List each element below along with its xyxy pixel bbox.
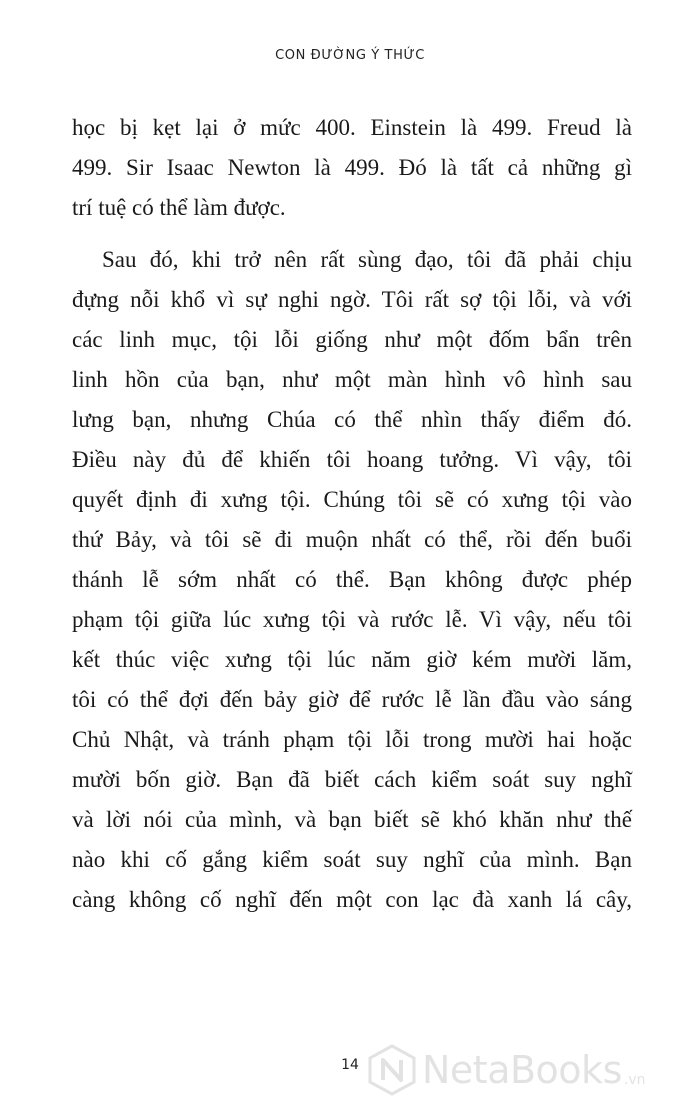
text-line: học bị kẹt lại ở mức 400. Einstein là 499. Freud là <box>72 115 632 140</box>
running-header: CON ĐƯỜNG Ý THỨC <box>275 48 425 63</box>
paragraph-gap <box>72 228 632 240</box>
text-line: nào khi cố gắng kiểm soát suy nghĩ của mình. Bạn <box>72 847 632 872</box>
netabooks-watermark <box>368 1040 698 1100</box>
text-line: Điều này đủ để khiến tôi hoang tưởng. Vì vậy, tôi <box>72 447 632 472</box>
text-line: mười bốn giờ. Bạn đã biết cách kiểm soát suy nghĩ <box>72 767 632 792</box>
text-line: linh hồn của bạn, như một màn hình vô hình sau <box>72 367 632 392</box>
page-number: 14 <box>341 1057 359 1073</box>
body-text <box>72 108 632 920</box>
netabooks-n-logo-icon <box>368 1044 416 1096</box>
text-line: tôi có thể đợi đến bảy giờ để rước lễ lần đầu vào sáng <box>72 687 632 712</box>
text-line: Sau đó, khi trở nên rất sùng đạo, tôi đã phải chịu <box>102 247 632 272</box>
paragraph-2 <box>72 240 632 920</box>
text-line: thánh lễ sớm nhất có thể. Bạn không được phép <box>72 567 632 592</box>
text-line: Chủ Nhật, và tránh phạm tội lỗi trong mười hai hoặc <box>72 727 632 752</box>
text-line: đựng nỗi khổ vì sự nghi ngờ. Tôi rất sợ tội lỗi, và với <box>72 287 632 312</box>
watermark-brand: NetaBooks <box>422 1048 622 1092</box>
text-line: trí tuệ có thể làm được. <box>72 195 286 220</box>
text-line: quyết định đi xưng tội. Chúng tôi sẽ có xưng tội vào <box>72 487 632 512</box>
text-line: càng không cố nghĩ đến một con lạc đà xanh lá cây, <box>72 887 632 912</box>
watermark-suffix: .vn <box>623 1072 646 1088</box>
text-line: lưng bạn, nhưng Chúa có thể nhìn thấy điểm đó. <box>72 407 632 432</box>
text-line: các linh mục, tội lỗi giống như một đốm bẩn trên <box>72 327 632 352</box>
text-line: và lời nói của mình, và bạn biết sẽ khó khăn như thế <box>72 807 632 832</box>
text-line: 499. Sir Isaac Newton là 499. Đó là tất cả những gì <box>72 155 632 180</box>
paragraph-1 <box>72 108 632 228</box>
text-line: kết thúc việc xưng tội lúc năm giờ kém mười lăm, <box>72 647 632 672</box>
text-line: thứ Bảy, và tôi sẽ đi muộn nhất có thể, rồi đến buổi <box>72 527 632 552</box>
text-line: phạm tội giữa lúc xưng tội và rước lễ. Vì vậy, nếu tôi <box>72 607 632 632</box>
